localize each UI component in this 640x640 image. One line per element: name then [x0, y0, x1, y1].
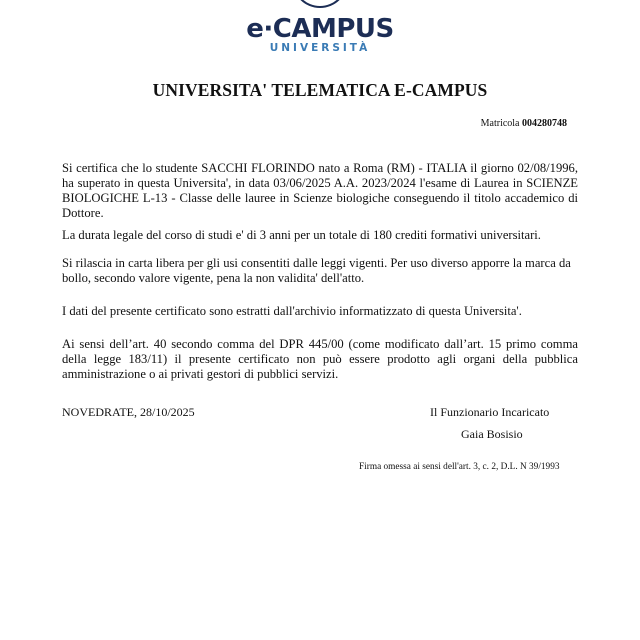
matricola-value: 004280748 [522, 118, 567, 129]
document-title: UNIVERSITA' TELEMATICA E-CAMPUS [152, 80, 488, 100]
data-source-paragraph: I dati del presente certificato sono estratti dall'archivio informatizzato di questa Universita'. [62, 304, 522, 318]
logo-subtitle: UNIVERSITÀ [269, 42, 371, 54]
legal-notice-paragraph: Ai sensi dell’art. 40 secondo comma del DPR 445/00 (come modificato dall’art. 15 primo comma della legge 183/11) il presente certificato non può essere prodotto agli organi della pubblica amministrazione o ai privati gestori di pubblici servizi. [62, 337, 578, 381]
matricola [481, 118, 567, 129]
signature-note: Firma omessa ai sensi dell'art. 3, c. 2, D.L. N 39/1993 [359, 462, 560, 472]
certification-paragraph: Si certifica che lo studente SACCHI FLORINDO nato a Roma (RM) - ITALIA il giorno 02/08/1996, ha superato in questa Universita', in data 03/06/2025 A.A. 2023/2024 l'esame di Laurea in SCIENZE BIOLOGICHE L-13 - Classe delle lauree in Scienze biologiche conseguendo il titolo accademico di Dottore. [62, 161, 578, 220]
official-title: Il Funzionario Incaricato [430, 405, 550, 419]
seal-icon [292, 0, 348, 8]
usage-paragraph: Si rilascia in carta libera per gli usi consentiti dalle leggi vigenti. Per uso diverso apporre la marca da bollo, secondo valore vigente, pena la non validita' dell'atto. [62, 256, 571, 285]
course-duration-paragraph: La durata legale del corso di studi e' di 3 anni per un totale di 180 crediti formativi universitari. [62, 228, 541, 242]
matricola-label: Matricola [480, 118, 520, 129]
official-name: Gaia Bosisio [461, 427, 523, 441]
place-date: NOVEDRATE, 28/10/2025 [62, 405, 195, 419]
logo-brand-text: e·CAMPUS [246, 14, 394, 44]
